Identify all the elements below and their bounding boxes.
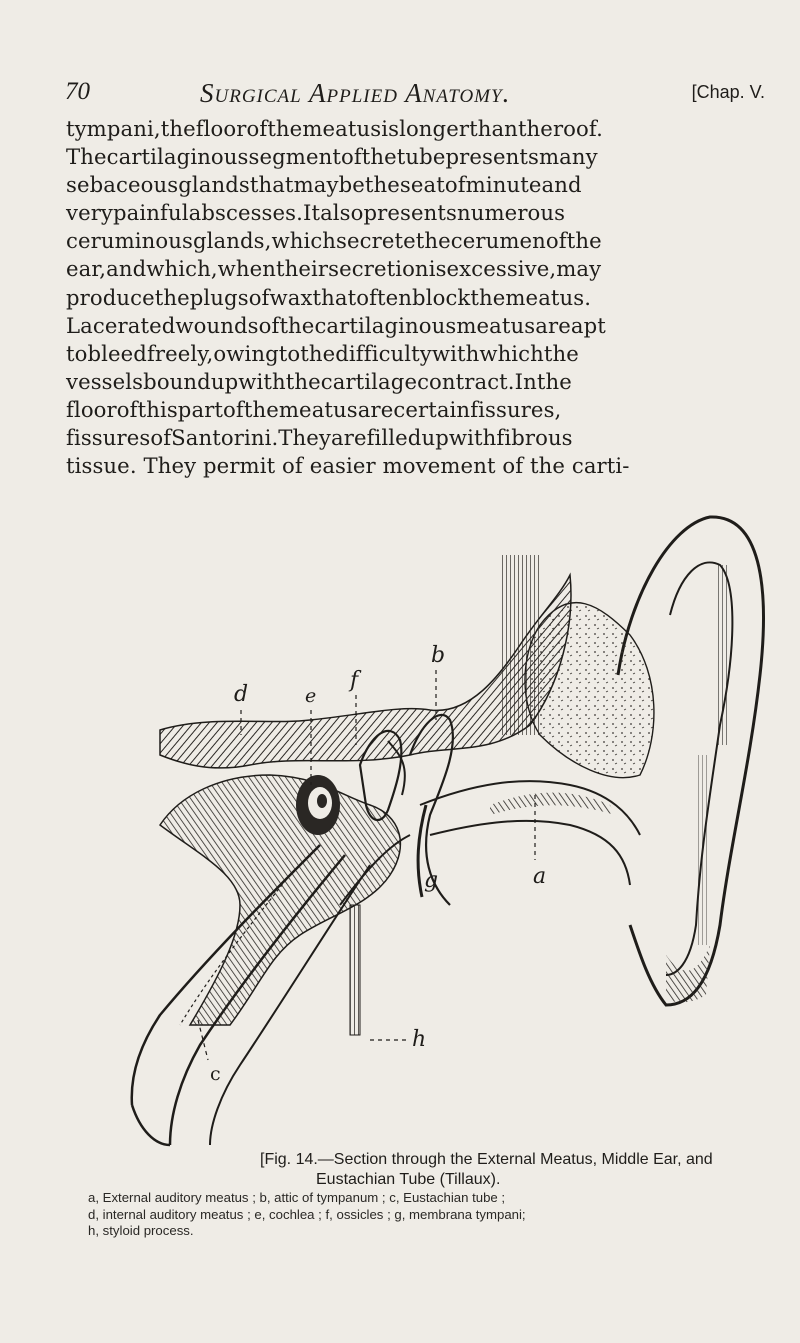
- word: They: [278, 425, 331, 451]
- word: meatus.: [505, 284, 592, 310]
- word: presents: [363, 200, 457, 226]
- word: longer: [399, 116, 470, 141]
- word: to: [278, 340, 301, 366]
- word: are: [357, 396, 394, 422]
- word: glands,: [192, 228, 272, 254]
- word: produce: [66, 284, 155, 310]
- word: freely,: [146, 340, 214, 366]
- word: the: [285, 368, 321, 394]
- word: many: [538, 144, 598, 170]
- word: segment: [248, 144, 341, 170]
- word: this: [137, 396, 178, 422]
- word: the: [517, 116, 553, 141]
- word: which: [271, 228, 337, 254]
- word: the: [543, 340, 579, 366]
- word: of: [246, 116, 268, 141]
- word: with: [238, 368, 286, 394]
- word: sebaceous: [66, 172, 179, 198]
- word: wounds: [175, 312, 259, 338]
- word: meatus: [302, 116, 382, 141]
- word: the: [267, 116, 303, 141]
- caption-line-1: [Fig. 14.—Section through the External Meatus, Middle Ear, and: [260, 1151, 713, 1168]
- label-c: c: [210, 1063, 221, 1085]
- word: with: [431, 340, 480, 366]
- label-f: f: [350, 668, 359, 693]
- word: up: [421, 425, 449, 451]
- page-header: [65, 78, 765, 112]
- text-line: [66, 340, 766, 368]
- word: the: [470, 284, 506, 310]
- label-b: b: [431, 643, 446, 668]
- word: tympani,: [66, 116, 161, 141]
- word: cartilaginous: [314, 312, 457, 338]
- word: is: [381, 116, 400, 141]
- word: cartilaginous: [106, 144, 249, 170]
- word: also: [320, 200, 364, 226]
- petrous-bone: [160, 775, 400, 1025]
- word: that: [312, 284, 357, 310]
- word: floor: [66, 396, 117, 422]
- word: meatus: [278, 396, 358, 422]
- word: and: [541, 172, 582, 198]
- word: fissures: [66, 425, 151, 451]
- word: when: [217, 256, 277, 282]
- word: minute: [465, 172, 542, 198]
- word: the: [154, 284, 190, 310]
- word: to: [66, 340, 88, 366]
- word: may: [293, 172, 339, 198]
- text-line: [66, 396, 766, 424]
- external-meatus-floor: [430, 821, 630, 885]
- word: bound: [143, 368, 211, 394]
- word: of: [340, 144, 362, 170]
- word: the: [364, 172, 400, 198]
- word: very: [66, 200, 114, 226]
- word: roof.: [552, 116, 603, 141]
- word: secretion: [328, 256, 429, 282]
- word: vessels: [66, 368, 144, 394]
- page-number: 70: [65, 78, 90, 105]
- word: meatus: [456, 312, 536, 338]
- word: glands: [178, 172, 250, 198]
- legend-line: a, External auditory meatus ; b, attic of tympanum ; c, Eustachian tube ;: [88, 1190, 506, 1205]
- word: the: [160, 116, 196, 141]
- ear-section-figure: [70, 505, 800, 1160]
- word: block: [412, 284, 471, 310]
- text-line: [66, 171, 766, 199]
- word: the: [243, 396, 279, 422]
- word: It: [302, 200, 321, 226]
- word: In: [514, 368, 537, 394]
- word: bleed: [87, 340, 147, 366]
- text-line: tissue. They permit of easier movement of the carti-: [66, 453, 630, 479]
- text-line: [66, 255, 766, 283]
- word: tube: [396, 144, 446, 170]
- word: up: [210, 368, 239, 394]
- word: be: [338, 172, 365, 198]
- word: painful: [113, 200, 189, 226]
- word: the: [279, 312, 315, 338]
- word: than: [469, 116, 518, 141]
- text-line: [66, 227, 766, 255]
- chapter-reference: [Chap. V.: [691, 82, 765, 102]
- label-a: a: [533, 864, 547, 889]
- word: contract.: [417, 368, 515, 394]
- cochlea: [296, 775, 340, 835]
- figure-legend: [88, 1190, 778, 1240]
- word: fissures,: [470, 396, 562, 422]
- word: The: [66, 144, 107, 170]
- label-e: e: [305, 685, 317, 707]
- word: of: [444, 172, 466, 198]
- word: difficulty: [335, 340, 432, 366]
- word: are: [535, 312, 571, 338]
- word: the: [566, 228, 602, 254]
- word: apt: [570, 312, 606, 338]
- word: excessive,: [446, 256, 557, 282]
- text-line: [66, 312, 766, 340]
- word: is: [428, 256, 447, 282]
- word: of: [248, 284, 270, 310]
- word: which,: [146, 256, 218, 282]
- caption-line-2: Eustachian Tube (Tillaux).: [316, 1171, 501, 1188]
- running-title: Surgical Applied Anatomy.: [200, 78, 511, 108]
- word: filled: [366, 425, 422, 451]
- bone-column: [500, 555, 540, 735]
- word: with: [448, 425, 497, 451]
- word: are: [330, 425, 367, 451]
- word: their: [276, 256, 329, 282]
- word: which: [479, 340, 544, 366]
- styloid-process: [350, 905, 360, 1035]
- text-line: [66, 368, 766, 396]
- text-line: [66, 284, 766, 312]
- word: secrete: [336, 228, 416, 254]
- legend-line: h, styloid process.: [88, 1223, 194, 1238]
- word: presents: [445, 144, 539, 170]
- word: ceruminous: [66, 228, 193, 254]
- word: owing: [213, 340, 279, 366]
- word: of: [116, 396, 138, 422]
- word: and: [106, 256, 147, 282]
- text-line: [66, 115, 766, 143]
- text-line: [66, 143, 766, 171]
- text-line: [66, 199, 766, 227]
- word: of: [223, 396, 244, 422]
- word: abscesses.: [188, 200, 303, 226]
- word: the: [415, 228, 451, 254]
- ear-section-illustration: [70, 505, 800, 1150]
- word: Lacerated: [66, 312, 176, 338]
- label-g: g: [424, 868, 439, 893]
- word: of: [258, 312, 280, 338]
- word: floor: [195, 116, 247, 141]
- word: may: [556, 256, 602, 282]
- word: that: [249, 172, 294, 198]
- word: wax: [269, 284, 313, 310]
- word: certain: [393, 396, 471, 422]
- word: plugs: [189, 284, 249, 310]
- legend-line: d, internal auditory meatus ; e, cochlea ; f, ossicles ; g, membrana tympani;: [88, 1206, 526, 1222]
- word: part: [177, 396, 224, 422]
- label-d: d: [234, 682, 249, 707]
- figure-caption: [260, 1150, 780, 1190]
- word: the: [361, 144, 397, 170]
- word: ear,: [66, 256, 107, 282]
- word: the: [536, 368, 572, 394]
- word: fibrous: [496, 425, 573, 451]
- label-h: h: [412, 1027, 427, 1052]
- word: the: [300, 340, 336, 366]
- body-text: [66, 115, 766, 480]
- word: Santorini.: [171, 425, 279, 451]
- word: of: [545, 228, 567, 254]
- word: of: [150, 425, 172, 451]
- word: often: [356, 284, 413, 310]
- word: cerumen: [450, 228, 546, 254]
- word: cartilage: [320, 368, 418, 394]
- text-line: [66, 424, 766, 452]
- word: seat: [399, 172, 445, 198]
- word: numerous: [457, 200, 566, 226]
